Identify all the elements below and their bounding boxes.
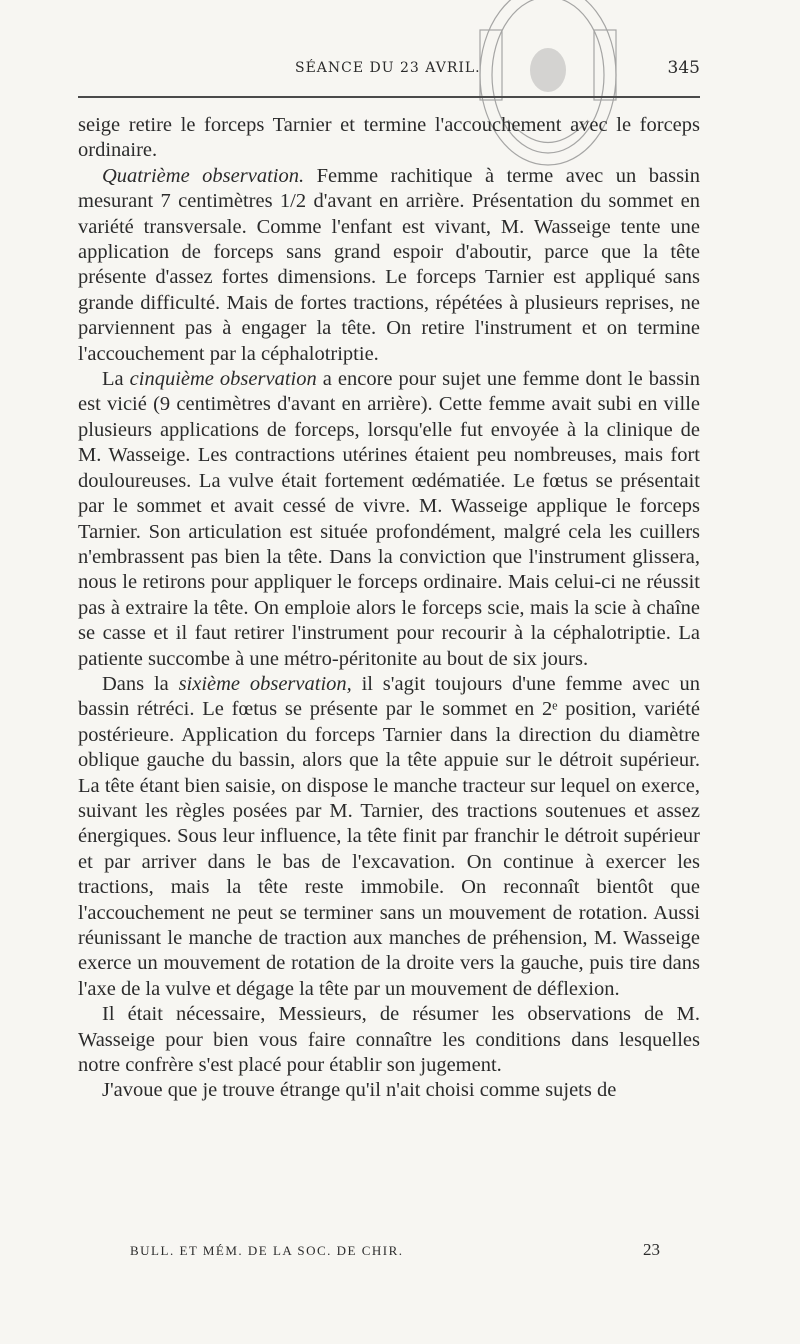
paragraph-1: seige retire le forceps Tarnier et termine l'accouchement avec le forceps ordinaire.: [78, 114, 700, 162]
observation-label: Quatrième observation.: [102, 164, 305, 187]
signature-text: BULL. ET MÉM. DE LA SOC. DE CHIR.: [130, 1243, 404, 1258]
signature-number: 23: [643, 1240, 660, 1259]
printer-signature: [130, 1240, 700, 1267]
paragraph-4: Dans la sixième observation, il s'agit toujours d'une femme avec un bassin rétréci. Le fœtus se présente par le sommet en 2ᵉ position, variété postérieure. Application du forceps Tarnier dans la direction du diamètre oblique gauche du bassin, alors que la tête appuie sur le détroit supérieur. La tête étant bien saisie, on dispose le manche tracteur sur lequel on exerce, suivant les règles posées par M. Tarnier, des tractions soutenues et assez énergiques. Sous leur influence, la tête finit par franchir le détroit supérieur et par arriver dans le bas de l'excavation. On continue à exercer les tractions, mais la tête reste immobile. On reconnaît bientôt que l'accouchement ne peut se terminer sans un mouvement de rotation. Aussi réunissant le manche de traction aux manches de préhension, M. Wasseige exerce un mouvement de rotation de la droite vers la gauche, puis tire dans l'axe de la vulve et dégage la tête par un mouvement de déflexion.: [78, 672, 700, 1000]
observation-label: sixième observation,: [178, 672, 352, 695]
page-number: 345: [667, 58, 700, 78]
observation-label: cinquième observation: [129, 368, 317, 391]
running-title: SÉANCE DU 23 AVRIL.: [295, 60, 481, 76]
running-head: [78, 60, 700, 84]
paragraph-5: Il était nécessaire, Messieurs, de résumer les observations de M. Wasseige pour bien vous faire connaître les conditions dans lesquelles notre confrère s'est placé pour établir son jugement.: [78, 1003, 700, 1077]
header-rule: [78, 96, 700, 98]
body-text: [78, 113, 700, 1104]
paragraph-3: La cinquième observation a encore pour sujet une femme dont le bassin est vicié (9 centimètres d'avant en arrière). Cette femme avait subi en ville plusieurs applications de forceps, lorsqu'elle fut envoyée à la clinique de M. Wasseige. Les contractions utérines étaient peu nombreuses, mais fort douloureuses. La vulve était fortement œdématiée. Le fœtus se présentait par le sommet et avait cessé de vivre. M. Wasseige applique le forceps Tarnier. Son articulation est située profondément, malgré cela les cuillers n'embrassent pas bien la tête. Dans la conviction que l'instrument glissera, nous le retirons pour appliquer le forceps ordinaire. Mais celui-ci ne réussit pas à extraire la tête. On emploie alors le forceps scie, mais la scie à chaîne se casse et il faut retirer l'instrument pour recourir à la céphalotriptie. La patiente succombe à une métro-péritonite au bout de six jours.: [78, 368, 700, 670]
paragraph-2: Quatrième observation. Femme rachitique à terme avec un bassin mesurant 7 centimètres 1/2 d'avant en arrière. Présentation du sommet en variété transversale. Comme l'enfant est vivant, M. Wasseige tente une application de forceps sans grand espoir d'aboutir, parce que la tête présente d'assez fortes dimensions. Le forceps Tarnier est appliqué sans grande difficulté. Mais de fortes tractions, répétées à plusieurs reprises, ne parviennent pas à engager la tête. On retire l'instrument et on termine l'accouchement par la céphalotriptie.: [78, 164, 700, 365]
paragraph-6: J'avoue que je trouve étrange qu'il n'ait choisi comme sujets de: [102, 1079, 617, 1102]
